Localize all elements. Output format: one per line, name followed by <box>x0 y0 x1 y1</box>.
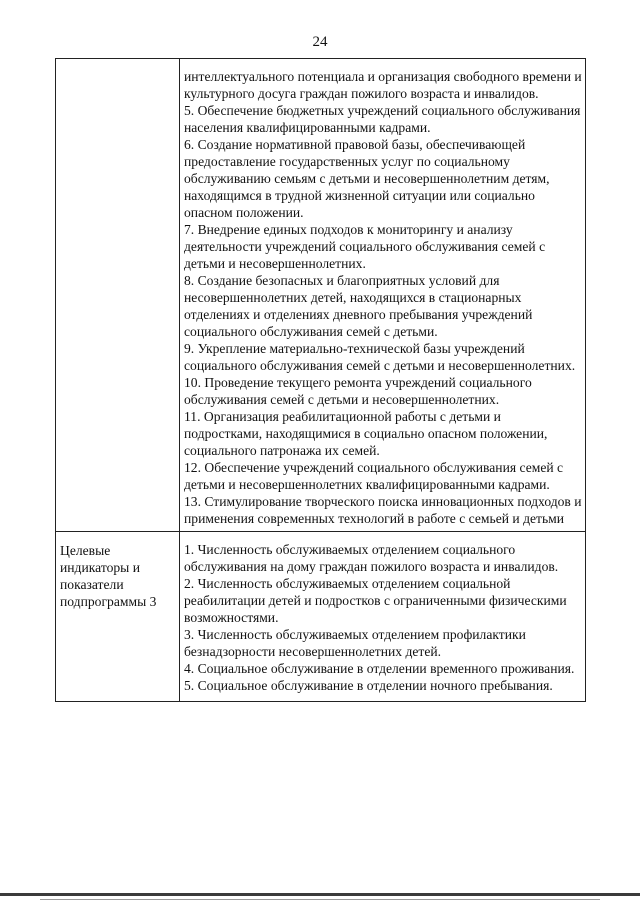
content-paragraph: 5. Обеспечение бюджетных учреждений социального обслуживания населения квалифицированными кадрами. <box>184 103 581 135</box>
content-paragraph: 9. Укрепление материально-технической базы учреждений социального обслуживания семей с детьми и несовершеннолетних. <box>184 341 576 373</box>
content-paragraph: 11. Организация реабилитационной работы с детьми и подростками, находящимися в социально опасном положении, социального патронажа их семей. <box>184 409 548 458</box>
content-paragraph: 7. Внедрение единых подходов к мониторингу и анализу деятельности учреждений социального обслуживания семей с детьми и несовершеннолетних. <box>184 222 546 271</box>
content-paragraph: интеллектуального потенциала и организация свободного времени и культурного досуга граждан пожилого возраста и инвалидов. <box>184 69 582 101</box>
content-paragraph: 3. Численность обслуживаемых отделением профилактики безнадзорности несовершеннолетних детей. <box>184 627 526 659</box>
program-table <box>55 58 586 702</box>
row-label-cell <box>56 532 180 702</box>
content-paragraph: 1. Численность обслуживаемых отделением социального обслуживания на дому граждан пожилого возраста и инвалидов. <box>184 542 559 574</box>
scan-edge-line <box>0 893 640 896</box>
content-paragraph: 13. Стимулирование творческого поиска инновационных подходов и применения современных технологий в работе с семьей и детьми <box>184 494 582 526</box>
content-paragraph: 10. Проведение текущего ремонта учреждений социального обслуживания семей с детьми и несовершеннолетних. <box>184 375 532 407</box>
page-number: 24 <box>312 34 328 50</box>
content-paragraph: 5. Социальное обслуживание в отделении ночного пребывания. <box>184 678 553 693</box>
table-row <box>56 532 586 702</box>
row-label-cell <box>56 59 180 532</box>
row-content-cell <box>180 59 586 532</box>
row-label: Целевые индикаторы и показатели подпрограммы 3 <box>60 543 157 609</box>
content-paragraph: 8. Создание безопасных и благоприятных условий для несовершеннолетних детей, находящихся в стационарных отделениях и отделениях дневного пребывания учреждений социального обслуживания семей с детьми. <box>184 273 533 339</box>
row-content-cell <box>180 532 586 702</box>
content-paragraph: 12. Обеспечение учреждений социального обслуживания семей с детьми и несовершеннолетних квалифицированными кадрами. <box>184 460 564 492</box>
content-paragraph: 4. Социальное обслуживание в отделении временного проживания. <box>184 661 575 676</box>
scan-edge-line <box>40 899 600 900</box>
content-paragraph: 2. Численность обслуживаемых отделением социальной реабилитации детей и подростков с ограниченными физическими возможностями. <box>184 576 567 625</box>
content-paragraph: 6. Создание нормативной правовой базы, обеспечивающей предоставление государственных услуг по социальному обслуживанию семьям с детьми и несовершеннолетним детям, находящимся в трудной жизненной ситуации или социально опасном положении. <box>184 137 550 220</box>
table-row <box>56 59 586 532</box>
